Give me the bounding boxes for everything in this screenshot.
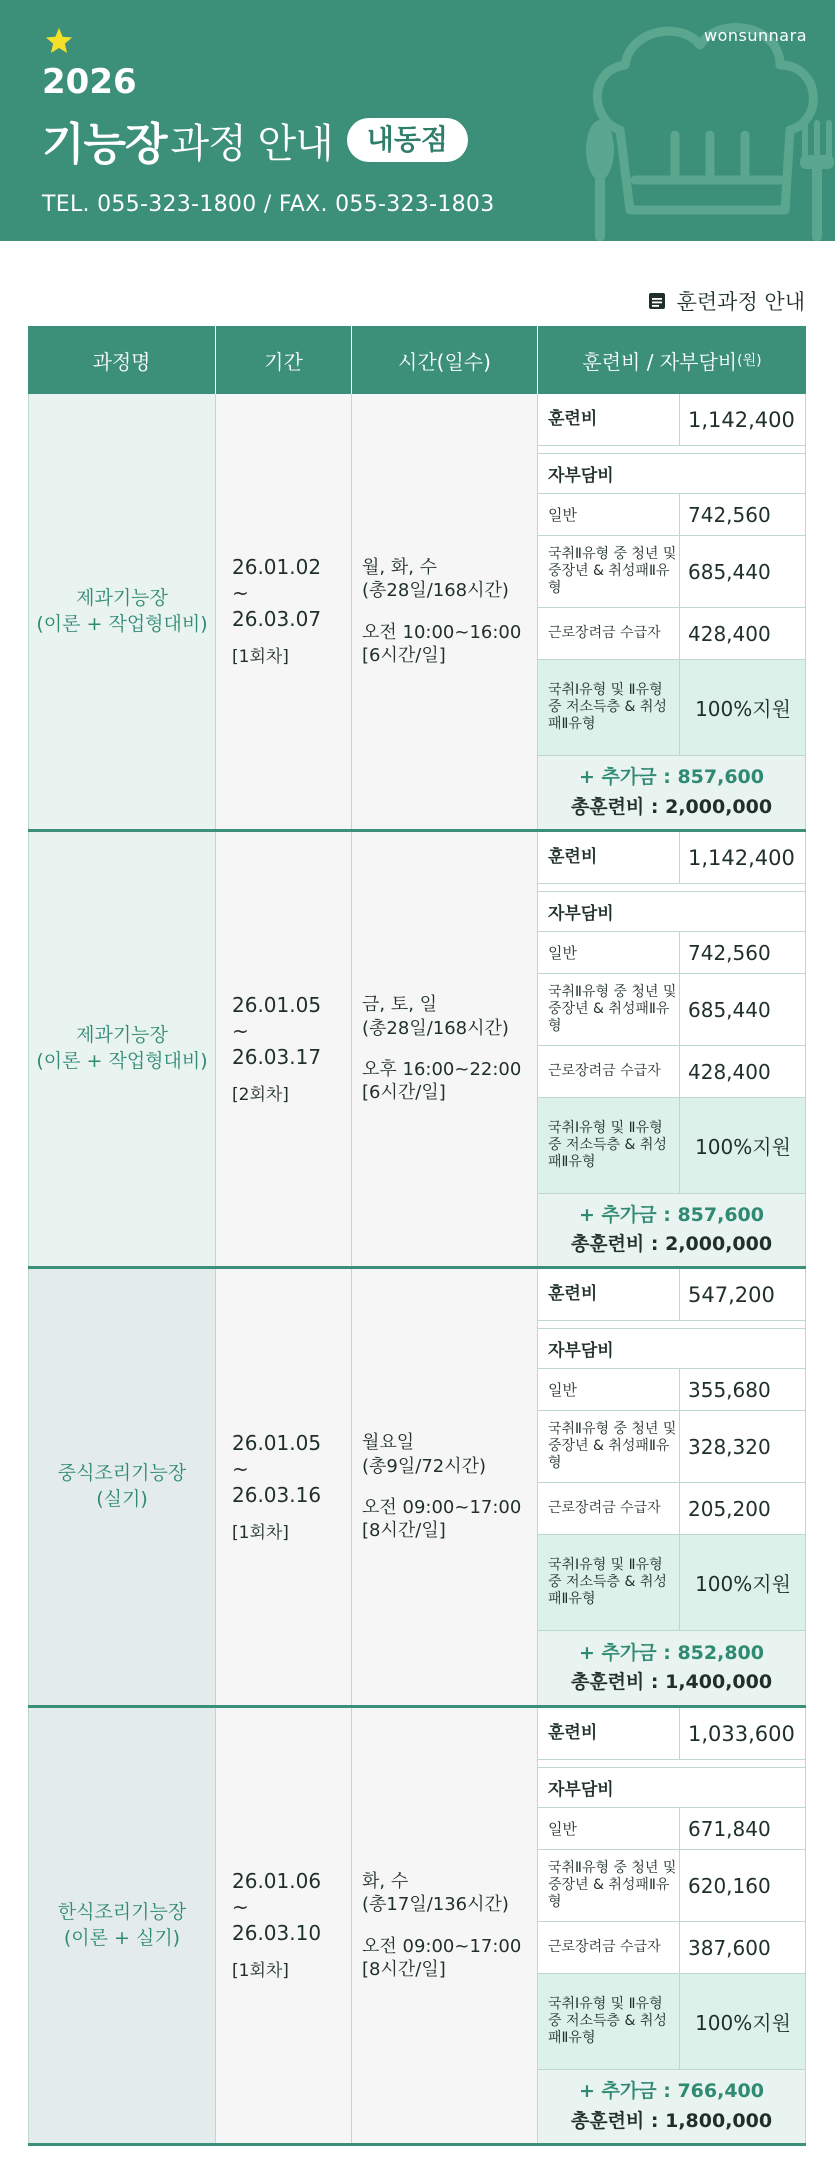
- fee-totals: + 추가금 : 852,800 총훈련비 : 1,400,000: [538, 1631, 805, 1705]
- table-header: [28, 326, 806, 394]
- header-fee-unit: (원): [737, 353, 762, 369]
- self-pay-header: 자부담비: [538, 892, 805, 932]
- course-fee: [538, 1708, 806, 2143]
- course-table: [28, 326, 806, 2146]
- fee-row-train: 훈련비 1,142,400: [538, 394, 805, 446]
- course-fee: [538, 832, 806, 1266]
- title-bold: 기능장: [42, 119, 167, 170]
- course-name: 제과기능장 (이론 + 작업형대비): [28, 832, 216, 1266]
- section-label-text: 훈련과정 안내: [676, 290, 805, 314]
- fee-row-earned-income: 근로장려금 수급자 428,400: [538, 608, 805, 660]
- fee-row-general: 일반 742,560: [538, 932, 805, 974]
- self-pay-header: 자부담비: [538, 454, 805, 494]
- star-icon: [44, 26, 74, 56]
- self-pay-header: 자부담비: [538, 1329, 805, 1369]
- fee-row-type2: 국취Ⅱ유형 중 청년 및 중장년 & 취성패Ⅱ유형 685,440: [538, 974, 805, 1046]
- spoon-icon: [586, 120, 614, 241]
- self-pay-header: 자부담비: [538, 1768, 805, 1808]
- brand-logo: wonsunnara: [704, 26, 807, 45]
- year-label: 2026: [42, 62, 137, 102]
- fee-row-train: 훈련비 547,200: [538, 1269, 805, 1321]
- table-row: [28, 1269, 806, 1708]
- course-fee: [538, 394, 806, 829]
- fee-row-type2: 국취Ⅱ유형 중 청년 및 중장년 & 취성패Ⅱ유형 685,440: [538, 536, 805, 608]
- fee-row-earned-income: 근로장려금 수급자 428,400: [538, 1046, 805, 1098]
- course-time: 월, 화, 수 (총28일/168시간) 오전 10:00~16:00 [6시간/일]: [352, 394, 538, 829]
- header-fee-label: 훈련비 / 자부담비: [582, 349, 738, 374]
- course-period: 26.01.05 ~ 26.03.17 [2회차]: [216, 832, 352, 1266]
- fee-row-type2: 국취Ⅱ유형 중 청년 및 중장년 & 취성패Ⅱ유형 328,320: [538, 1411, 805, 1483]
- fee-row-type2: 국취Ⅱ유형 중 청년 및 중장년 & 취성패Ⅱ유형 620,160: [538, 1850, 805, 1922]
- header-time: 시간(일수): [352, 326, 538, 394]
- fee-row-earned-income: 근로장려금 수급자 387,600: [538, 1922, 805, 1974]
- fee-row-train: 훈련비 1,142,400: [538, 832, 805, 884]
- course-name: 중식조리기능장 (실기): [28, 1269, 216, 1705]
- branch-badge: 내동점: [347, 118, 468, 162]
- fee-row-low-income: 국취Ⅰ유형 및 Ⅱ유형 중 저소득층 & 취성패Ⅱ유형 100%지원: [538, 1535, 805, 1631]
- course-period: 26.01.02 ~ 26.03.07 [1회차]: [216, 394, 352, 829]
- course-fee: [538, 1269, 806, 1705]
- fee-row-general: 일반 671,840: [538, 1808, 805, 1850]
- fee-row-low-income: 국취Ⅰ유형 및 Ⅱ유형 중 저소득층 & 취성패Ⅱ유형 100%지원: [538, 660, 805, 756]
- document-icon: [647, 291, 667, 311]
- course-name: 제과기능장 (이론 + 작업형대비): [28, 394, 216, 829]
- fee-row-general: 일반 742,560: [538, 494, 805, 536]
- header-fee: [538, 326, 806, 394]
- fork-icon: [800, 120, 834, 241]
- course-time: 화, 수 (총17일/136시간) 오전 09:00~17:00 [8시간/일]: [352, 1708, 538, 2143]
- fee-totals: + 추가금 : 857,600 총훈련비 : 2,000,000: [538, 1194, 805, 1266]
- table-row: [28, 832, 806, 1269]
- fee-totals: + 추가금 : 766,400 총훈련비 : 1,800,000: [538, 2070, 805, 2143]
- course-time: 금, 토, 일 (총28일/168시간) 오후 16:00~22:00 [6시간/일]: [352, 832, 538, 1266]
- table-row: [28, 1708, 806, 2146]
- title-rest: 과정 안내: [170, 120, 333, 167]
- course-period: 26.01.06 ~ 26.03.10 [1회차]: [216, 1708, 352, 2143]
- fee-totals: + 추가금 : 857,600 총훈련비 : 2,000,000: [538, 756, 805, 829]
- header-period: 기간: [216, 326, 352, 394]
- header-name: 과정명: [28, 326, 216, 394]
- course-period: 26.01.05 ~ 26.03.16 [1회차]: [216, 1269, 352, 1705]
- course-time: 월요일 (총9일/72시간) 오전 09:00~17:00 [8시간/일]: [352, 1269, 538, 1705]
- fee-row-train: 훈련비 1,033,600: [538, 1708, 805, 1760]
- fee-row-low-income: 국취Ⅰ유형 및 Ⅱ유형 중 저소득층 & 취성패Ⅱ유형 100%지원: [538, 1974, 805, 2070]
- fee-row-earned-income: 근로장려금 수급자 205,200: [538, 1483, 805, 1535]
- course-name: 한식조리기능장 (이론 + 실기): [28, 1708, 216, 2143]
- page-title: [42, 108, 468, 172]
- section-label: [647, 286, 805, 316]
- fee-row-general: 일반 355,680: [538, 1369, 805, 1411]
- table-row: [28, 394, 806, 832]
- fee-row-low-income: 국취Ⅰ유형 및 Ⅱ유형 중 저소득층 & 취성패Ⅱ유형 100%지원: [538, 1098, 805, 1194]
- page-header: [0, 0, 835, 241]
- contact-info: TEL. 055-323-1800 / FAX. 055-323-1803: [42, 192, 495, 217]
